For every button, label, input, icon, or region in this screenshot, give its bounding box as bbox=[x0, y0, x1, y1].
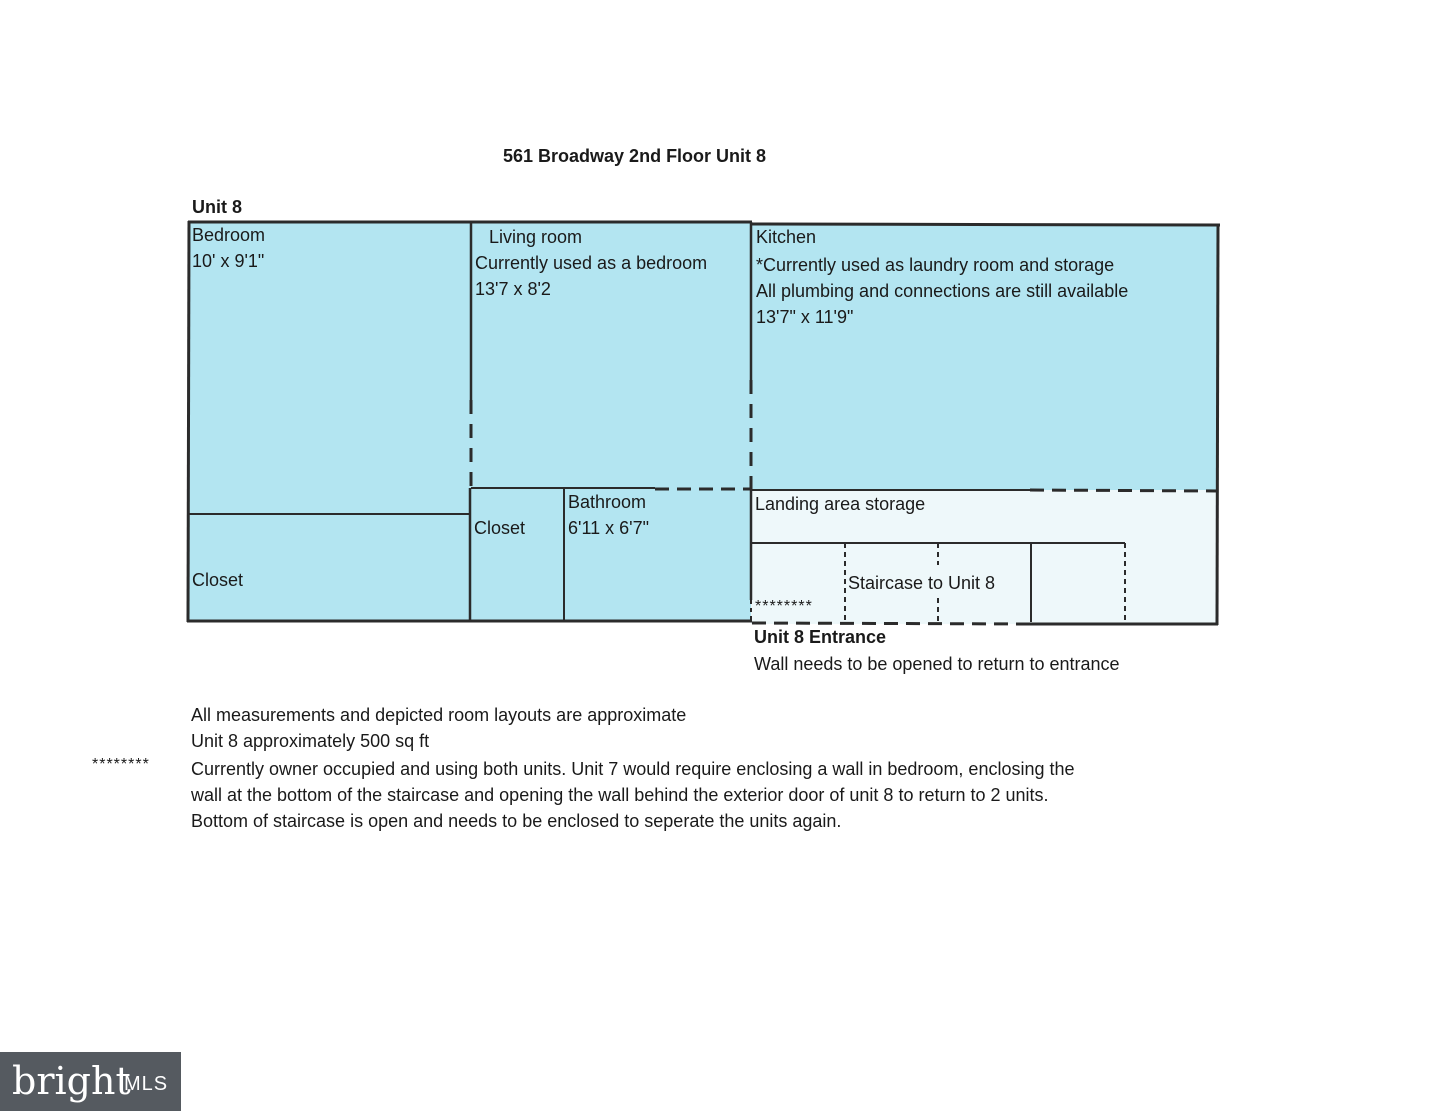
plan-title: 561 Broadway 2nd Floor Unit 8 bbox=[503, 146, 767, 166]
bedroom-name: Bedroom bbox=[192, 225, 266, 245]
note-marker: ******** bbox=[92, 756, 150, 773]
bedroom-size: 10' x 9'1" bbox=[192, 251, 265, 271]
kitchen-size: 13'7" x 11'9" bbox=[756, 307, 854, 327]
staircase-name: Staircase to Unit 8 bbox=[848, 573, 996, 593]
closet-mid-name: Closet bbox=[474, 518, 526, 538]
bright-mls-logo bbox=[0, 1052, 181, 1111]
note-line-5: Bottom of staircase is open and needs to be enclosed to seperate the units again. bbox=[191, 811, 842, 831]
entrance-note: Wall needs to be opened to return to entrance bbox=[754, 654, 1120, 674]
note-line-4: wall at the bottom of the staircase and opening the wall behind the exterior door of unit 8 to return to 2 units. bbox=[191, 785, 1049, 805]
logo-suffix: MLS bbox=[124, 1073, 169, 1095]
bathroom-name: Bathroom bbox=[568, 492, 647, 512]
closet-left-name: Closet bbox=[192, 570, 244, 590]
right-wall bbox=[1217, 224, 1218, 625]
landing-name: Landing area storage bbox=[755, 494, 926, 514]
entrance-title: Unit 8 Entrance bbox=[754, 627, 887, 647]
living-room-name: Living room bbox=[489, 227, 583, 247]
living-room-size: 13'7 x 8'2 bbox=[475, 279, 551, 299]
logo-word: bright bbox=[12, 1059, 131, 1103]
kitchen-landing-dashed bbox=[1030, 490, 1218, 491]
bathroom-size: 6'11 x 6'7" bbox=[568, 518, 649, 538]
note-line-2: Unit 8 approximately 500 sq ft bbox=[191, 731, 430, 751]
living-room-note: Currently used as a bedroom bbox=[475, 253, 708, 273]
unit-label: Unit 8 bbox=[192, 197, 243, 217]
note-line-3: Currently owner occupied and using both units. Unit 7 would require enclosing a wall in bedroom, enclosing the bbox=[191, 759, 1075, 779]
kitchen-name: Kitchen bbox=[756, 227, 817, 247]
staircase-marker: ******** bbox=[755, 598, 813, 615]
top-wall-right bbox=[750, 224, 1220, 225]
closet-mid-area bbox=[471, 488, 564, 621]
left-wall bbox=[188, 221, 189, 622]
note-line-1: All measurements and depicted room layouts are approximate bbox=[191, 705, 687, 725]
kitchen-note-2: All plumbing and connections are still available bbox=[756, 281, 1129, 301]
kitchen-note-1: *Currently used as laundry room and storage bbox=[756, 255, 1115, 275]
